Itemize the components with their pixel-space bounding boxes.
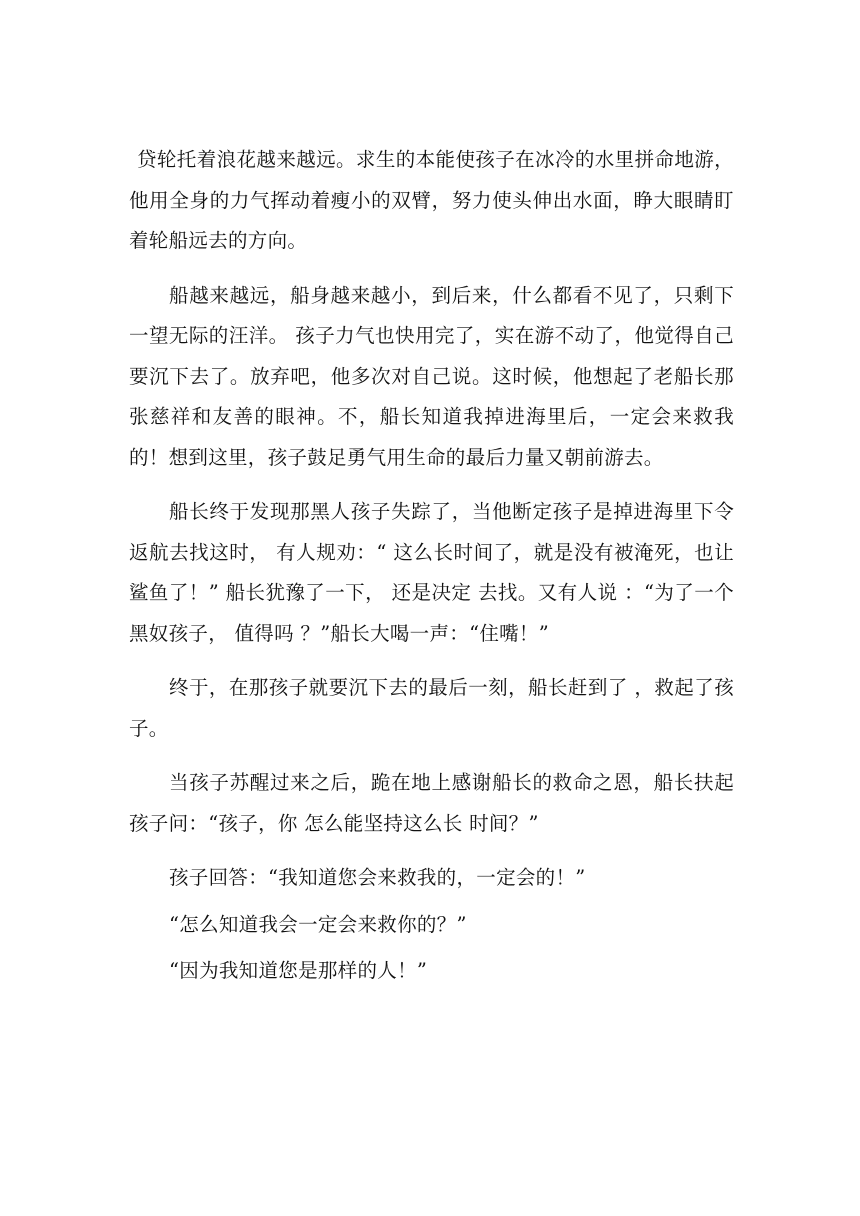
paragraph-2: 船越来越远，船身越来越小，到后来，什么都看不见了，只剩下一望无际的汪洋。 孩子力气也快用完了，实在游不动了，他觉得自己要沉下去了。放弃吧，他多次对自己说。这时候，他想起了老船长那张慈祥和友善的眼神。不，船长知道我掉进海里后，一定会来救我的！想到这里，孩子鼓足勇气用生命的最后力量又朝前游去。 <box>129 283 734 469</box>
paragraph-5: 当孩子苏醒过来之后，跪在地上感谢船长的救命之恩，船长扶起孩子问：“孩子，你 怎么能坚持这么长 时间？” <box>129 771 734 835</box>
paragraph-7: “怎么知道我会一定会来救你的？” <box>169 912 467 936</box>
paragraph-6: 孩子回答：“我知道您会来救我的，一定会的！” <box>169 866 586 889</box>
story-text <box>129 140 734 998</box>
paragraph-4: 终于，在那孩子就要沉下去的最后一刻，船长赶到了 ，救起了孩子。 <box>129 676 734 740</box>
paragraph-1: 贷轮托着浪花越来越远。求生的本能使孩子在冰冷的水里拼命地游，他用全身的力气挥动着瘦小的双臂，努力使头伸出水面，睁大眼睛盯着轮船远去的方向。 <box>129 148 734 252</box>
paragraph-3: 船长终于发现那黑人孩子失踪了，当他断定孩子是掉进海里下令返航去找这时， 有人规劝：“ 这么长时间了，就是没有被淹死，也让鲨鱼了！” 船长犹豫了一下， 还是决定 去找。又有人说 ：“为了一个黑奴孩子， 值得吗 ？”船长大喝一声：“住嘴！” <box>129 500 734 645</box>
paragraph-8: “因为我知道您是那样的人！” <box>169 959 428 982</box>
